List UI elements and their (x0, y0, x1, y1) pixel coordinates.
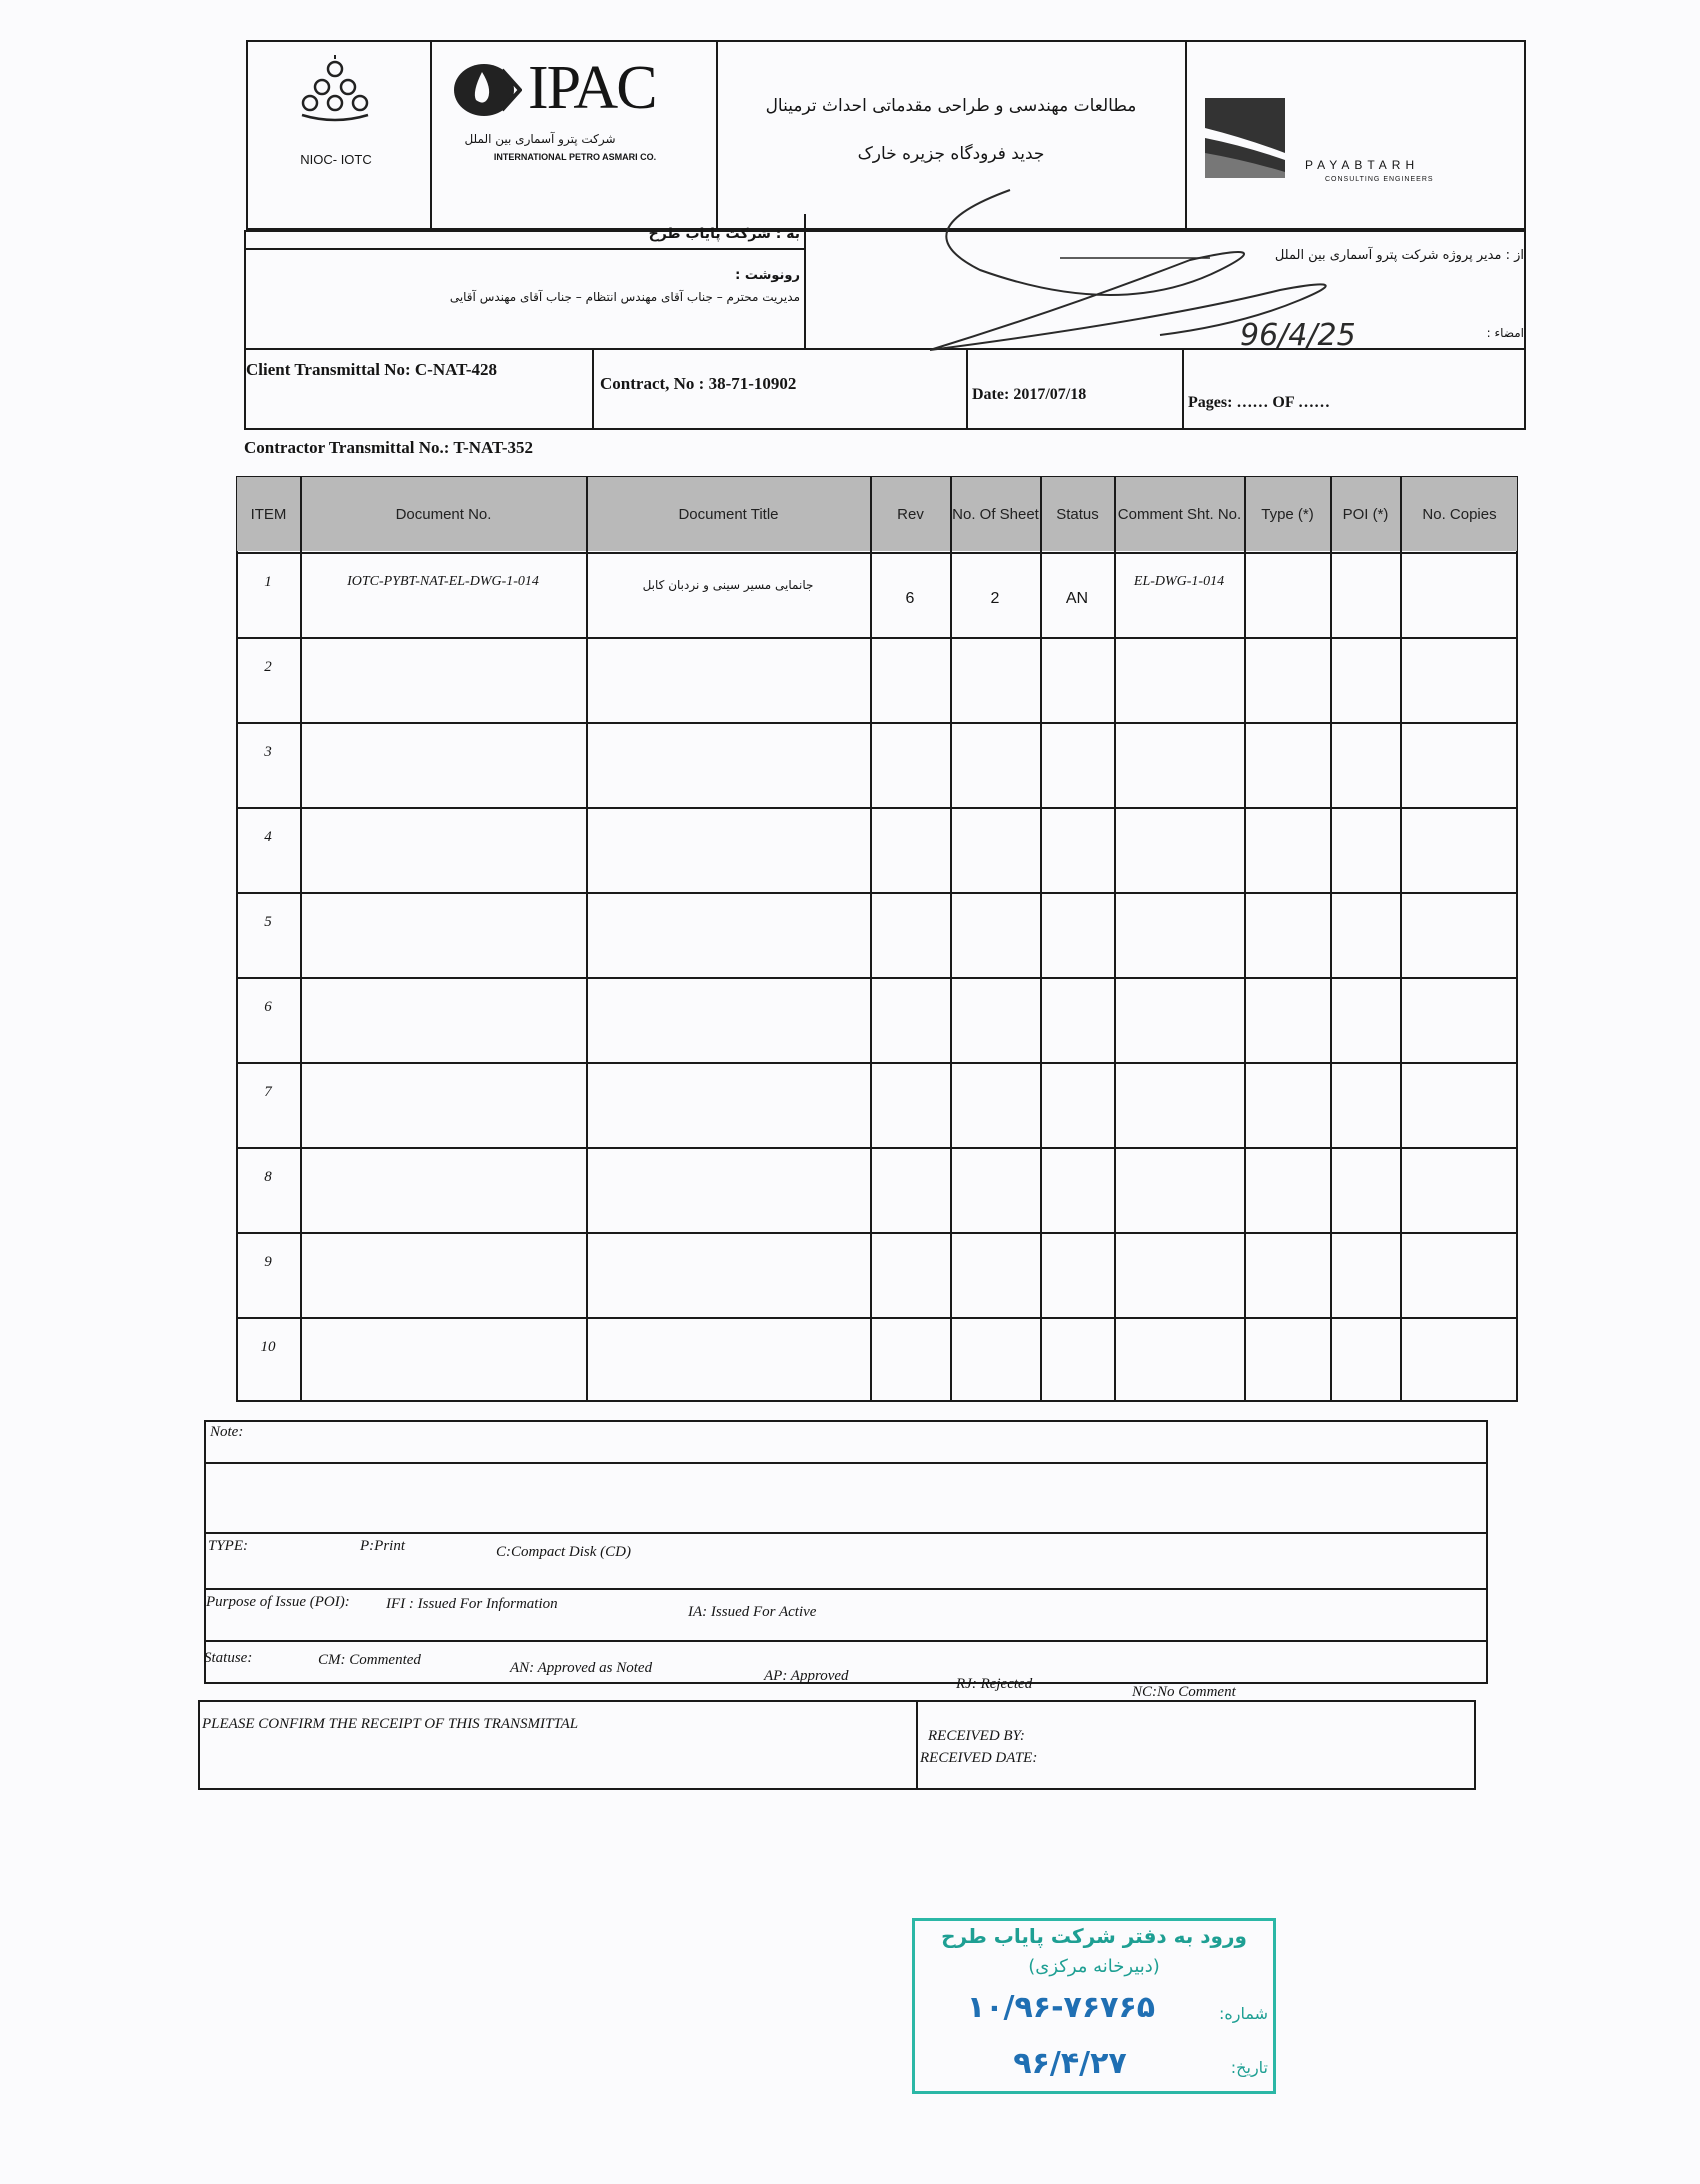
contract-number: Contract, No : 38-71-10902 (600, 374, 797, 393)
table-row (236, 892, 1518, 977)
cell-rev: 6 (905, 590, 915, 607)
stamp-line2: (دبیرخانه مرکزی) (1028, 1956, 1160, 1977)
received-by: RECEIVED BY: (928, 1728, 1025, 1744)
stamp-line1: ورود به دفتر شرکت پایاب طرح (941, 1924, 1247, 1948)
note-label: Note: (210, 1424, 244, 1440)
contractor-transmittal: Contractor Transmittal No.: T-NAT-352 (244, 438, 533, 457)
transmittal-date: Date: 2017/07/18 (972, 386, 1087, 403)
table-row (236, 807, 1518, 892)
status-rj: RJ: Rejected (956, 1676, 1033, 1692)
payabtarh-logo-icon (1205, 98, 1285, 178)
cell-item: 8 (264, 1169, 272, 1185)
table-row (236, 637, 1518, 722)
poi-label: Purpose of Issue (POI): (206, 1594, 350, 1610)
cc-label: رونوشت : (735, 268, 800, 283)
status-an: AN: Approved as Noted (510, 1660, 653, 1676)
signature-label: امضاء : (1486, 326, 1524, 340)
poi-ifi: IFI : Issued For Information (386, 1596, 558, 1612)
column-header: Type (*) (1246, 478, 1329, 551)
cell-item: 3 (264, 744, 272, 760)
received-date: RECEIVED DATE: (920, 1750, 1038, 1766)
nioc-logo (290, 55, 380, 125)
nioc-label: NIOC- IOTC (300, 152, 372, 167)
status-label: Statuse: (204, 1650, 253, 1666)
cell-item: 10 (260, 1339, 276, 1355)
stamp-number-value: ۱۰/۹۶-۷۶۷۶۵ (966, 1990, 1156, 2025)
cell-item: 4 (264, 829, 272, 845)
ipac-logo-text: IPAC (528, 54, 656, 122)
ipac-drop-icon (452, 62, 522, 118)
stamp-date-value: ۹۶/۴/۲۷ (1013, 2046, 1127, 2081)
poi-ia: IA: Issued For Active (688, 1604, 817, 1620)
type-print: P:Print (360, 1538, 405, 1554)
cell-title: جانمایی مسیر سینی و نردبان کابل (642, 578, 814, 592)
table-row (236, 1232, 1518, 1317)
confirm-receipt: PLEASE CONFIRM THE RECEIPT OF THIS TRANSMITTAL (202, 1716, 579, 1732)
type-label: TYPE: (208, 1538, 249, 1554)
column-header: POI (*) (1332, 478, 1399, 551)
ipac-name-fa: شرکت پترو آسماری بین الملل (464, 132, 616, 146)
project-title-line2: جدید فرودگاه جزیره خارک (857, 144, 1045, 164)
cell-sheets: 2 (990, 590, 1000, 607)
column-header: No. Copies (1402, 478, 1517, 551)
table-row (236, 1147, 1518, 1232)
from-line: از : مدیر پروژه شرکت پترو آسماری بین الملل (1274, 248, 1524, 263)
stamp-date-label: تاریخ: (1230, 2058, 1268, 2077)
pages-count: Pages: …… OF …… (1188, 394, 1331, 411)
cell-status: AN (1065, 590, 1089, 607)
column-header: ITEM (238, 478, 299, 551)
column-header: No. Of Sheet (952, 478, 1039, 551)
column-header: Rev (872, 478, 949, 551)
handwritten-date: 96/4/25 (1240, 318, 1356, 353)
table-row (236, 977, 1518, 1062)
payabtarh-name: PAYABTARH (1305, 158, 1420, 172)
project-title-line1: مطالعات مهندسی و طراحی مقدماتی احداث ترمینال (765, 96, 1137, 116)
ipac-name-en: INTERNATIONAL PETRO ASMARI CO. (493, 152, 657, 162)
column-header: Document Title (588, 478, 869, 551)
table-row (236, 1062, 1518, 1147)
stamp-number-label: شماره: (1218, 2004, 1268, 2023)
cell-item: 1 (264, 574, 272, 590)
cell-item: 7 (264, 1084, 272, 1100)
to-line: به : شرکت پایاب طرح (648, 226, 800, 242)
cell-doc-no: IOTC-PYBT-NAT-EL-DWG-1-014 (347, 574, 539, 589)
type-cd: C:Compact Disk (CD) (496, 1544, 631, 1560)
status-ap: AP: Approved (764, 1668, 849, 1684)
cell-item: 9 (264, 1254, 272, 1270)
cell-item: 6 (264, 999, 272, 1015)
cell-comment: EL-DWG-1-014 (1133, 574, 1225, 589)
cell-item: 2 (264, 659, 272, 675)
column-header: Status (1042, 478, 1113, 551)
cell-item: 5 (264, 914, 272, 930)
client-transmittal: Client Transmittal No: C-NAT-428 (246, 360, 498, 379)
status-nc: NC:No Comment (1132, 1684, 1236, 1700)
cc-text: مدیریت محترم – جناب آقای مهندس انتظام – جناب آقای مهندس آقایی (449, 290, 800, 304)
payabtarh-sub: CONSULTING ENGINEERS (1325, 176, 1434, 183)
status-cm: CM: Commented (318, 1652, 421, 1668)
nioc-emblem-icon (290, 55, 380, 125)
table-row (236, 1317, 1518, 1402)
column-header: Document No. (302, 478, 585, 551)
column-header: Comment Sht. No. (1116, 478, 1243, 551)
table-row (236, 722, 1518, 807)
receipt-block (198, 1700, 1476, 1790)
